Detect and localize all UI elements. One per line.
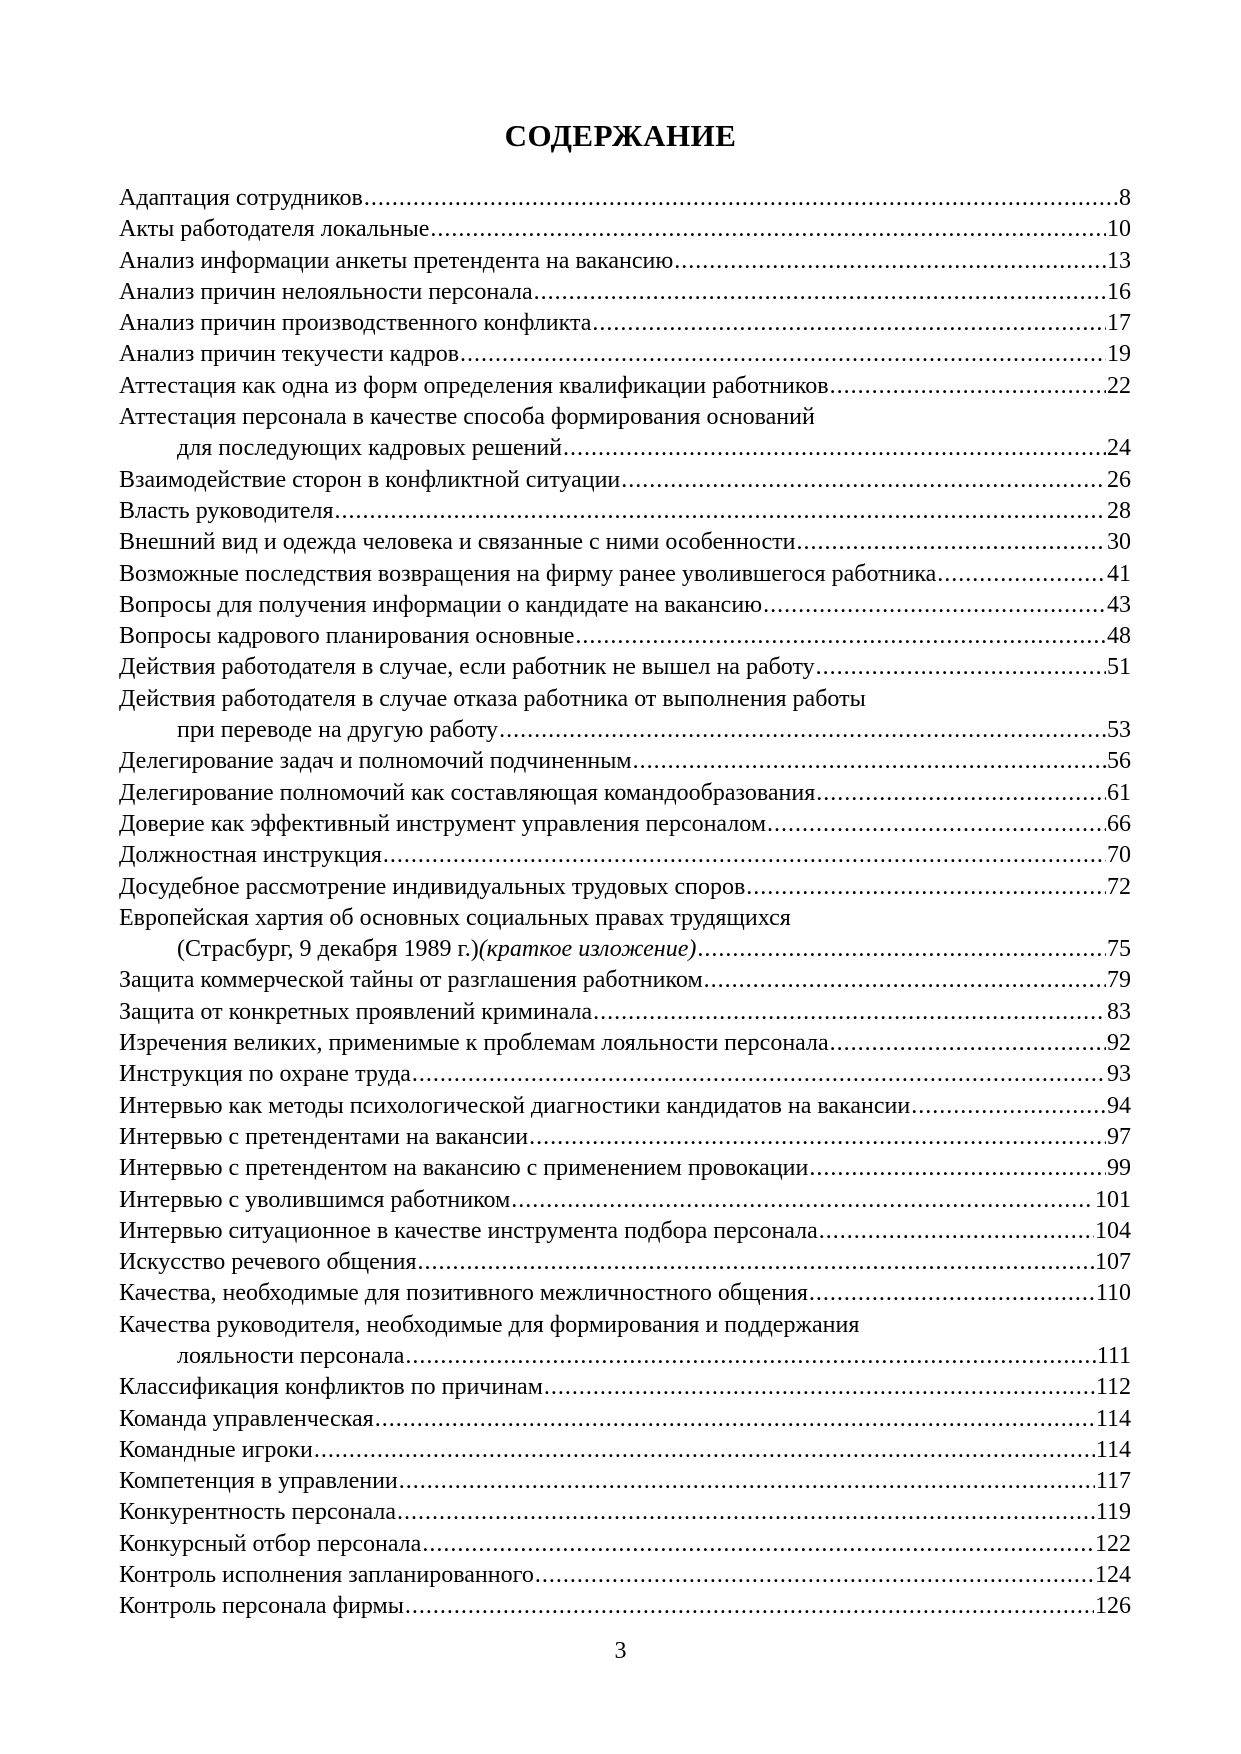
dot-leader <box>544 1372 1095 1403</box>
toc-entry-title: Европейская хартия об основных социальных правах трудящихся <box>119 904 791 931</box>
toc-entry[interactable] <box>119 1059 1131 1090</box>
toc-entry[interactable] <box>119 1529 1131 1560</box>
dot-leader <box>830 1028 1106 1059</box>
toc-entry[interactable] <box>119 590 1131 621</box>
toc-entry-line <box>119 339 1131 370</box>
toc-entry[interactable] <box>119 840 1131 871</box>
toc-entry-title: Адаптация сотрудников <box>119 185 363 211</box>
toc-entry[interactable] <box>119 246 1131 277</box>
toc-entry-line <box>119 1591 1131 1622</box>
toc-entry-continuation <box>119 1341 1131 1372</box>
toc-page-number: 114 <box>1095 1405 1131 1432</box>
toc-entry-title: Качества, необходимые для позитивного межличностного общения <box>119 1280 808 1307</box>
toc-page-number: 99 <box>1107 1155 1131 1182</box>
toc-page-number: 16 <box>1107 278 1131 305</box>
toc-entry-title: Власть руководителя <box>119 497 334 524</box>
toc-entry[interactable] <box>119 308 1131 339</box>
toc-page-number: 28 <box>1107 497 1131 524</box>
toc-entry-line <box>119 559 1131 590</box>
dot-leader <box>375 1404 1095 1435</box>
toc-page-number: 8 <box>1119 185 1131 211</box>
dot-leader <box>535 1560 1094 1591</box>
toc-entry-line <box>119 402 1131 433</box>
toc-entry-line <box>119 1497 1131 1528</box>
toc-entry[interactable] <box>119 872 1131 903</box>
toc-entry-title: Действия работодателя в случае отказа работника от выполнения работы <box>119 685 866 712</box>
toc-entry-note: (краткое изложение) <box>478 936 697 963</box>
toc-entry-title: Аттестация персонала в качестве способа формирования оснований <box>119 404 815 431</box>
toc-entry-line <box>119 1466 1131 1497</box>
toc-entry[interactable] <box>119 1560 1131 1591</box>
toc-entry-title: Защита коммерческой тайны от разглашения работником <box>119 967 703 994</box>
toc-page-number: 53 <box>1107 717 1131 744</box>
toc-entry[interactable] <box>119 1404 1131 1435</box>
toc-entry-title: Качества руководителя, необходимые для формирования и поддержания <box>119 1311 860 1338</box>
toc-entry-title: (Страсбург, 9 декабря 1989 г.) <box>177 936 479 963</box>
toc-page-number: 111 <box>1096 1342 1131 1369</box>
toc-entry[interactable] <box>119 997 1131 1028</box>
dot-leader <box>314 1435 1095 1466</box>
toc-entry-line <box>119 778 1131 809</box>
toc-entry-line <box>119 496 1131 527</box>
toc-entry[interactable] <box>119 1372 1131 1403</box>
toc-page-number: 70 <box>1107 842 1131 869</box>
toc-entry-title: Интервью с претендентом на вакансию с применением провокации <box>119 1155 809 1182</box>
toc-entry-title: Классификация конфликтов по причинам <box>119 1374 543 1401</box>
toc-entry[interactable] <box>119 965 1131 996</box>
toc-entry-line <box>119 214 1131 245</box>
toc-page-number: 93 <box>1107 1061 1131 1088</box>
toc-entry-title: Интервью как методы психологической диагностики кандидатов на вакансии <box>119 1092 911 1119</box>
toc-entry[interactable] <box>119 1247 1131 1278</box>
dot-leader <box>430 214 1106 245</box>
toc-entry[interactable] <box>119 1435 1131 1466</box>
dot-leader <box>816 652 1106 683</box>
toc-entry[interactable] <box>119 1310 1131 1373</box>
toc-page-number: 13 <box>1107 247 1131 274</box>
toc-entry-line <box>119 1247 1131 1278</box>
dot-leader <box>511 1185 1094 1216</box>
toc-entry-title: Анализ причин производственного конфликта <box>119 310 592 337</box>
toc-entry[interactable] <box>119 746 1131 777</box>
toc-page-number: 126 <box>1095 1593 1131 1620</box>
toc-page-number: 114 <box>1095 1436 1131 1463</box>
toc-entry[interactable] <box>119 402 1131 465</box>
toc-entry[interactable] <box>119 1591 1131 1622</box>
dot-leader <box>796 527 1106 558</box>
toc-entry-title: Анализ причин нелояльности персонала <box>119 278 533 305</box>
toc-entry-title: Контроль персонала фирмы <box>119 1593 404 1620</box>
toc-entry-title: Должностная инструкция <box>119 842 382 869</box>
toc-page-number: 101 <box>1095 1186 1131 1213</box>
toc-entry-title: Внешний вид и одежда человека и связанные с ними особенности <box>119 529 796 556</box>
toc-page-number: 66 <box>1107 810 1131 837</box>
toc-entry-line <box>119 1122 1131 1153</box>
toc-entry[interactable] <box>119 903 1131 966</box>
toc-page-number: 24 <box>1107 435 1131 462</box>
page-title: СОДЕРЖАНИЕ <box>504 118 737 153</box>
toc-entry-line <box>119 1028 1131 1059</box>
toc-entry-title: Аттестация как одна из форм определения квалификации работников <box>119 372 829 399</box>
toc-entry-line <box>119 872 1131 903</box>
toc-entry[interactable] <box>119 559 1131 590</box>
dot-leader <box>418 1247 1094 1278</box>
toc-entry-title: Вопросы для получения информации о кандидате на вакансию <box>119 591 763 618</box>
toc-entry-line <box>119 246 1131 277</box>
dot-leader <box>335 496 1106 527</box>
toc-entry-line <box>119 465 1131 496</box>
toc-page-number: 43 <box>1107 591 1131 618</box>
toc-entry-title: Конкурентность персонала <box>119 1499 396 1526</box>
dot-leader <box>405 1341 1095 1372</box>
toc-entry-title: при переводе на другую работу <box>177 717 499 744</box>
toc-entry-line <box>119 1216 1131 1247</box>
dot-leader <box>399 1466 1095 1497</box>
toc-entry-title: Интервью с претендентами на вакансии <box>119 1123 529 1150</box>
toc-entry-title: Делегирование полномочий как составляющая командообразования <box>119 779 816 806</box>
dot-leader <box>809 1153 1106 1184</box>
toc-page-number: 92 <box>1107 1030 1131 1057</box>
toc-entry[interactable] <box>119 809 1131 840</box>
toc-entry-line <box>119 965 1131 996</box>
toc-page-number: 61 <box>1107 779 1131 806</box>
toc-entry-title: Анализ информации анкеты претендента на вакансию <box>119 247 674 274</box>
toc-entry[interactable] <box>119 1091 1131 1122</box>
dot-leader <box>534 277 1106 308</box>
toc-entry-line <box>119 1372 1131 1403</box>
toc-entry-title: Взаимодействие сторон в конфликтной ситуации <box>119 466 621 493</box>
dot-leader <box>563 433 1106 464</box>
toc-entry-line <box>119 1560 1131 1591</box>
toc-entry-line <box>119 903 1131 934</box>
dot-leader <box>499 715 1106 746</box>
dot-leader <box>383 840 1106 871</box>
toc-entry[interactable] <box>119 496 1131 527</box>
toc-entry-title: Изречения великих, применимые к проблемам лояльности персонала <box>119 1030 829 1057</box>
toc-page-number: 83 <box>1107 998 1131 1025</box>
toc-entry-title: Доверие как эффективный инструмент управления персоналом <box>119 810 767 837</box>
toc-entry[interactable] <box>119 527 1131 558</box>
toc-entry-title: Досудебное рассмотрение индивидуальных трудовых споров <box>119 873 746 900</box>
dot-leader <box>809 1278 1095 1309</box>
toc-entry[interactable] <box>119 371 1131 402</box>
toc-page-number: 104 <box>1095 1217 1131 1244</box>
toc-entry[interactable] <box>119 1028 1131 1059</box>
toc-entry[interactable] <box>119 339 1131 370</box>
toc-entry-line <box>119 746 1131 777</box>
dot-leader <box>767 809 1106 840</box>
dot-leader <box>412 1059 1106 1090</box>
toc-page-number: 10 <box>1107 216 1131 243</box>
toc-entry[interactable] <box>119 778 1131 809</box>
toc-entry-continuation <box>119 433 1131 464</box>
toc-entry-line <box>119 840 1131 871</box>
toc-entry-line <box>119 1404 1131 1435</box>
toc-entry-line <box>119 1059 1131 1090</box>
toc-entry-title: Делегирование задач и полномочий подчиненным <box>119 748 632 775</box>
dot-leader <box>592 308 1106 339</box>
dot-leader <box>937 559 1106 590</box>
toc-page-number: 119 <box>1095 1499 1131 1526</box>
dot-leader <box>621 465 1106 496</box>
toc-entry-line <box>119 684 1131 715</box>
dot-leader <box>674 246 1106 277</box>
toc-page-number: 22 <box>1107 372 1131 399</box>
dot-leader <box>746 872 1106 903</box>
toc-entry[interactable] <box>119 1497 1131 1528</box>
toc-entry-line <box>119 527 1131 558</box>
toc-entry-line <box>119 371 1131 402</box>
toc-entry-line <box>119 621 1131 652</box>
toc-page-number: 41 <box>1107 560 1131 587</box>
dot-leader <box>593 997 1106 1028</box>
toc-page-number: 26 <box>1107 466 1131 493</box>
dot-leader <box>830 371 1106 402</box>
toc-entry[interactable] <box>119 1185 1131 1216</box>
toc-entry-title: Интервью с уволившимся работником <box>119 1186 511 1213</box>
toc-entry[interactable] <box>119 684 1131 747</box>
toc-entry-line <box>119 590 1131 621</box>
toc-page-number: 75 <box>1107 936 1131 963</box>
dot-leader <box>422 1529 1094 1560</box>
dot-leader <box>405 1591 1094 1622</box>
toc-entry-line <box>119 277 1131 308</box>
toc-page-number: 72 <box>1107 873 1131 900</box>
toc-entry-title: Действия работодателя в случае, если работник не вышел на работу <box>119 654 815 681</box>
toc-entry-line <box>119 1185 1131 1216</box>
toc-entry-title: для последующих кадровых решений <box>177 435 563 462</box>
toc-page-number: 124 <box>1095 1562 1131 1589</box>
toc-entry[interactable] <box>119 652 1131 683</box>
toc-entry-line <box>119 1153 1131 1184</box>
toc-entry-line <box>119 1091 1131 1122</box>
toc-page-number: 30 <box>1107 529 1131 556</box>
toc-entry-continuation <box>119 934 1131 965</box>
toc-entry-title: Вопросы кадрового планирования основные <box>119 623 575 650</box>
dot-leader <box>816 778 1106 809</box>
toc-entry-title: Конкурсный отбор персонала <box>119 1530 422 1557</box>
toc-entry-title: Защита от конкретных проявлений криминала <box>119 998 593 1025</box>
toc-entry[interactable] <box>119 183 1131 214</box>
toc-page-number: 51 <box>1107 654 1131 681</box>
toc-entry-line <box>119 1435 1131 1466</box>
toc-page-number: 107 <box>1095 1249 1131 1276</box>
toc-entry-line <box>119 809 1131 840</box>
toc-page-number: 122 <box>1095 1530 1131 1557</box>
dot-leader <box>911 1091 1106 1122</box>
toc-entry[interactable] <box>119 1216 1131 1247</box>
toc-entry[interactable] <box>119 277 1131 308</box>
toc-page-number: 19 <box>1107 341 1131 368</box>
toc-entry[interactable] <box>119 1122 1131 1153</box>
toc-page-number: 94 <box>1107 1092 1131 1119</box>
toc-entry[interactable] <box>119 214 1131 245</box>
toc-page-number: 112 <box>1095 1374 1131 1401</box>
dot-leader <box>697 934 1106 965</box>
toc-page-number: 17 <box>1107 310 1131 337</box>
toc-entry-line <box>119 652 1131 683</box>
toc-entry-title: Компетенция в управлении <box>119 1468 398 1495</box>
dot-leader <box>633 746 1106 777</box>
toc-entry-line <box>119 308 1131 339</box>
dot-leader <box>819 1216 1094 1247</box>
page-number: 3 <box>614 1638 627 1664</box>
toc-entry-title: Контроль исполнения запланированного <box>119 1562 534 1589</box>
toc-entry-title: Командные игроки <box>119 1436 313 1463</box>
toc-entry[interactable] <box>119 1466 1131 1497</box>
toc-entry-line <box>119 1310 1131 1341</box>
toc-entry-title: Анализ причин текучести кадров <box>119 341 460 368</box>
toc-entry-continuation <box>119 715 1131 746</box>
toc-page-number: 117 <box>1095 1468 1131 1495</box>
toc-entry[interactable] <box>119 1153 1131 1184</box>
dot-leader <box>763 590 1106 621</box>
table-of-contents <box>119 183 1131 1623</box>
dot-leader <box>364 183 1118 214</box>
toc-page-number: 79 <box>1107 967 1131 994</box>
toc-page-number: 97 <box>1107 1123 1131 1150</box>
toc-entry[interactable] <box>119 1278 1131 1309</box>
dot-leader <box>397 1497 1095 1528</box>
toc-entry-title: Искусство речевого общения <box>119 1249 417 1276</box>
toc-entry-title: Возможные последствия возвращения на фирму ранее уволившегося работника <box>119 560 937 587</box>
toc-entry-line <box>119 183 1131 214</box>
toc-entry-line <box>119 1278 1131 1309</box>
toc-entry-title: Акты работодателя локальные <box>119 216 430 243</box>
toc-page-number: 110 <box>1095 1280 1131 1307</box>
toc-entry-line <box>119 997 1131 1028</box>
dot-leader <box>529 1122 1106 1153</box>
toc-entry-title: Инструкция по охране труда <box>119 1061 411 1088</box>
dot-leader <box>704 965 1106 996</box>
dot-leader <box>575 621 1106 652</box>
toc-page-number: 48 <box>1107 623 1131 650</box>
toc-entry-line <box>119 1529 1131 1560</box>
toc-entry-title: лояльности персонала <box>177 1342 405 1369</box>
toc-page-number: 56 <box>1107 748 1131 775</box>
toc-entry[interactable] <box>119 465 1131 496</box>
dot-leader <box>460 339 1106 370</box>
toc-entry-title: Интервью ситуационное в качестве инструмента подбора персонала <box>119 1217 818 1244</box>
toc-entry[interactable] <box>119 621 1131 652</box>
toc-entry-title: Команда управленческая <box>119 1405 374 1432</box>
